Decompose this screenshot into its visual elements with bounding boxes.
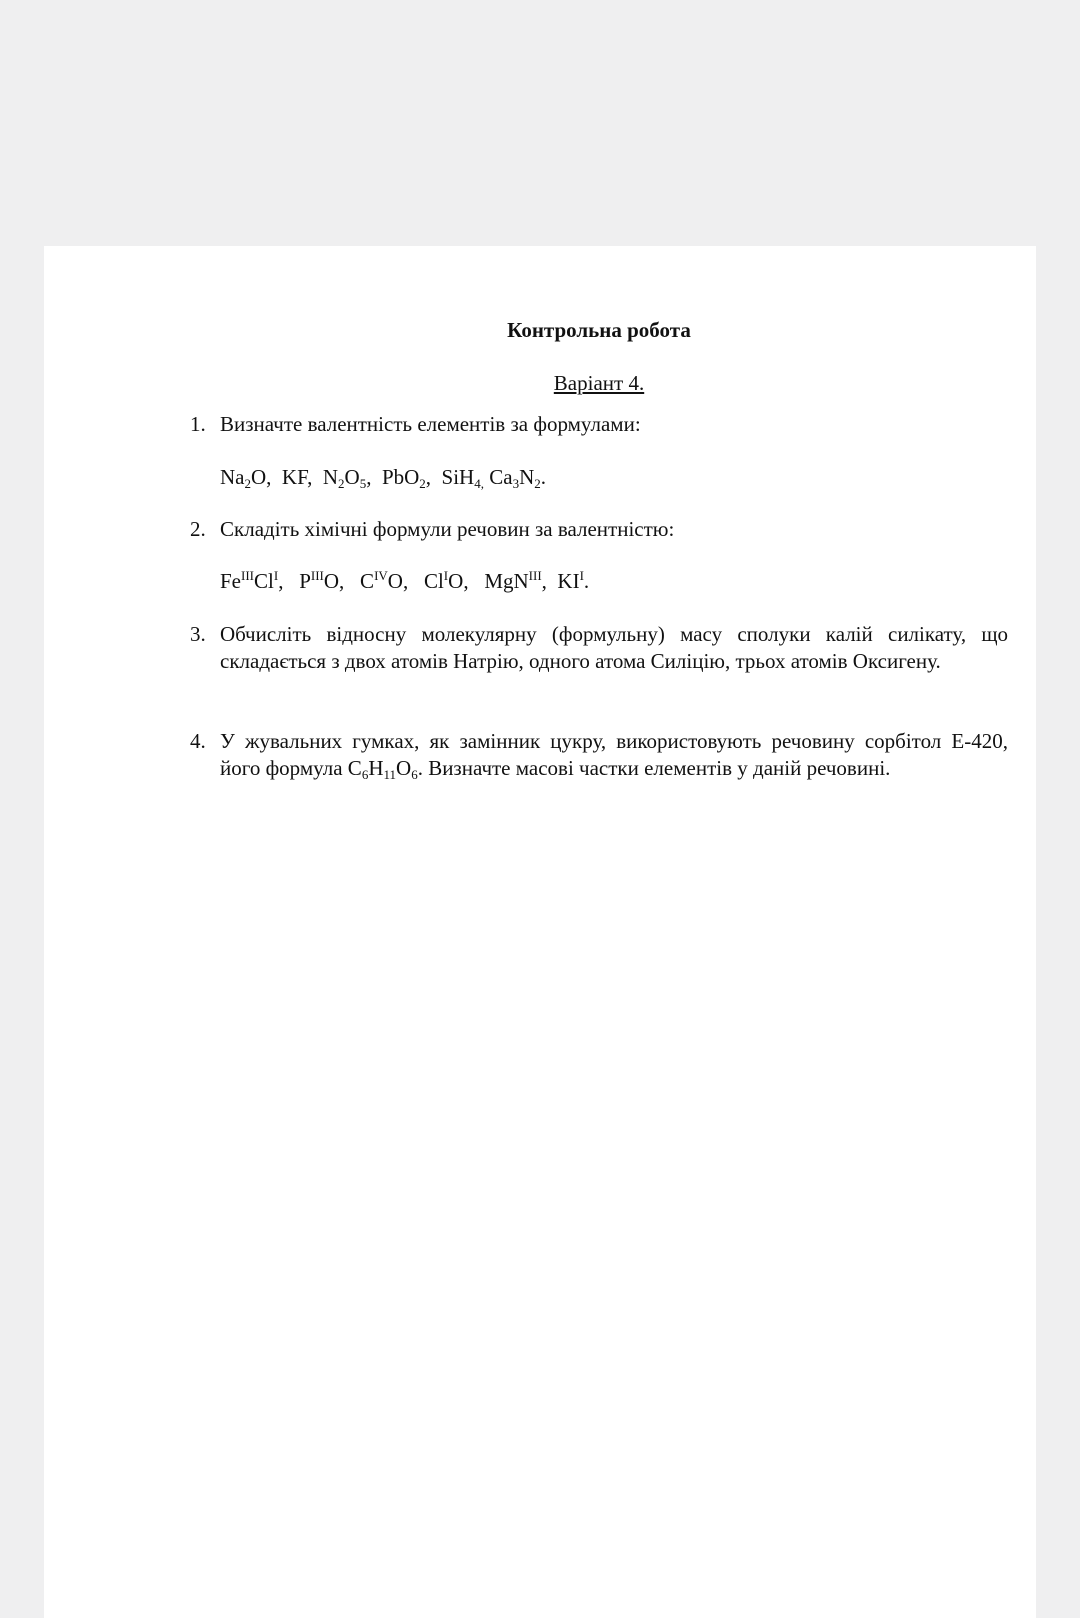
formula-symbol: Na xyxy=(220,465,245,489)
chemical-formula xyxy=(220,465,266,489)
task-text xyxy=(220,728,1008,782)
formula-symbol: Ca xyxy=(489,465,513,489)
chemical-formula xyxy=(220,569,278,593)
formula-separator: , xyxy=(339,569,361,593)
formula-symbol: O xyxy=(323,569,340,593)
formula-symbol: Fe xyxy=(220,569,241,593)
chemical-formula xyxy=(489,465,541,489)
chemical-formula xyxy=(442,465,484,489)
variant-label: Варіант 4. xyxy=(553,371,645,395)
formula-subscript: 11 xyxy=(383,767,397,782)
formula-list-task-1 xyxy=(220,464,1000,491)
valence-superscript: I xyxy=(579,568,584,583)
formula-symbol: O xyxy=(387,569,403,593)
task-text-before: У жувальних гумках, як замінник цукру, використовують речовину сорбітол Е-420, його формула xyxy=(220,729,1008,780)
chemical-formula xyxy=(382,465,426,489)
formula-separator: . xyxy=(540,465,546,489)
formula-subscript: 3 xyxy=(512,476,520,491)
chemical-formula xyxy=(299,569,339,593)
formula-symbol: Cl xyxy=(254,569,274,593)
formula-symbol: C xyxy=(360,569,375,593)
task-number: 3. xyxy=(190,622,206,646)
task-text: Обчисліть відносну молекулярну (формульну) масу сполуки калій силікату, що складається з двох атомів Натрію, одного атома Силіцію, трьох атомів Оксигену. xyxy=(220,622,1008,673)
formula-symbol: C xyxy=(347,756,362,780)
formula-symbol: MgN xyxy=(484,569,529,593)
formula-subscript: 2 xyxy=(244,476,251,491)
formula-subscript: 4, xyxy=(474,476,484,491)
formula-symbol: PbO xyxy=(381,465,420,489)
formula-subscript: 2 xyxy=(534,476,541,491)
formula-separator: , xyxy=(266,465,282,489)
formula-symbol: O xyxy=(251,465,267,489)
formula-separator: , xyxy=(402,569,424,593)
task-2 xyxy=(190,516,1008,543)
formula-subscript: 6 xyxy=(361,767,369,782)
chemical-formula xyxy=(484,569,541,593)
chemical-formula xyxy=(282,465,307,489)
formula-symbol: O xyxy=(344,465,360,489)
formula-subscript: 2 xyxy=(419,476,426,491)
formula-separator: , xyxy=(463,569,485,593)
formula-symbol: SiH xyxy=(441,465,475,489)
variant-heading xyxy=(190,370,1008,396)
formula-symbol: O xyxy=(448,569,464,593)
chemical-formula xyxy=(557,569,584,593)
formula-symbol: KF xyxy=(281,465,308,489)
task-number: 4. xyxy=(190,729,206,753)
chemical-formula xyxy=(323,465,366,489)
formula-symbol: Cl xyxy=(423,569,444,593)
task-4 xyxy=(190,728,1008,782)
task-text: Визначте валентність елементів за формулами: xyxy=(220,412,641,436)
valence-superscript: I xyxy=(273,568,279,583)
sorbitol-formula xyxy=(348,756,418,780)
valence-superscript: III xyxy=(241,568,254,583)
formula-subscript: 2 xyxy=(338,476,345,491)
task-number: 1. xyxy=(190,412,206,436)
formula-separator: , xyxy=(307,465,323,489)
formula-separator: , xyxy=(366,465,382,489)
task-text-after: . Визначте масові частки елементів у даній речовині. xyxy=(417,756,891,780)
task-text: Складіть хімічні формули речовин за валентністю: xyxy=(220,517,675,541)
document-page xyxy=(44,246,1036,1618)
formula-separator: . xyxy=(583,569,590,593)
formula-separator: , xyxy=(425,465,442,489)
formula-subscript: 6 xyxy=(411,767,418,782)
formula-symbol: P xyxy=(299,569,311,593)
formula-separator: , xyxy=(278,569,300,593)
valence-superscript: IV xyxy=(374,568,388,583)
task-number: 2. xyxy=(190,517,206,541)
formula-symbol: H xyxy=(368,756,384,780)
task-1 xyxy=(190,411,1008,438)
formula-list-task-2 xyxy=(220,568,1000,595)
chemical-formula xyxy=(424,569,463,593)
valence-superscript: III xyxy=(528,568,542,583)
valence-superscript: I xyxy=(443,568,449,583)
formula-separator: , xyxy=(541,569,558,593)
formula-symbol: O xyxy=(396,756,412,780)
formula-symbol: N xyxy=(519,465,535,489)
chemical-formula xyxy=(360,569,403,593)
task-3 xyxy=(190,621,1008,675)
page-title: Контрольна робота xyxy=(507,318,691,342)
formula-symbol: KI xyxy=(557,569,580,593)
valence-superscript: III xyxy=(310,568,324,583)
formula-symbol: N xyxy=(322,465,339,489)
formula-subscript: 5 xyxy=(359,476,367,491)
